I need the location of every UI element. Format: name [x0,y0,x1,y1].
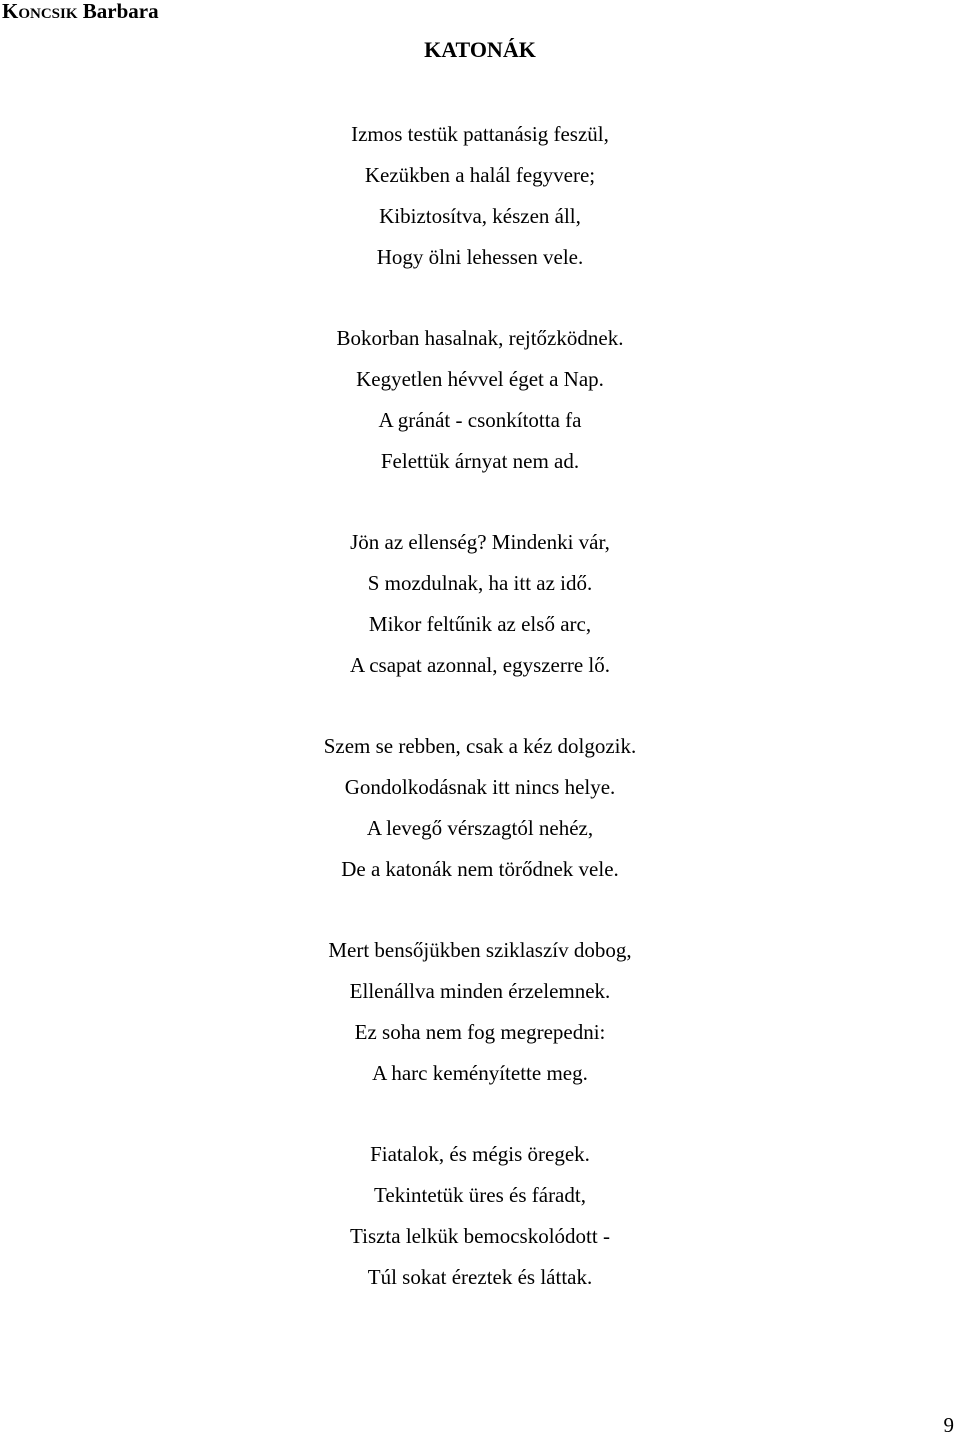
author-header [2,0,159,22]
page-number: 9 [943,1413,954,1437]
stanza-1 [0,114,960,278]
stanza-4 [0,726,960,890]
poem-line: A csapat azonnal, egyszerre lő. [349,653,611,677]
poem-line: A harc keményítette meg. [372,1061,588,1085]
poem-line: De a katonák nem törődnek vele. [341,857,619,881]
stanza-5 [0,930,960,1094]
poem-line: Hogy ölni lehessen vele. [376,245,584,269]
poem-line: Jön az ellenség? Mindenki vár, [350,530,610,554]
poem-body [0,114,960,1338]
author-given-name: Barbara [82,0,159,23]
poem-line: Izmos testük pattanásig feszül, [351,122,609,146]
poem-line: Szem se rebben, csak a kéz dolgozik. [323,734,637,758]
author-surname: Koncsik [2,0,78,23]
poem-line: Tekintetük üres és fáradt, [374,1183,586,1207]
poem-line: Ez soha nem fog megrepedni: [354,1020,606,1044]
poem-line: Túl sokat éreztek és láttak. [367,1265,593,1289]
stanza-2 [0,318,960,482]
poem-line: S mozdulnak, ha itt az idő. [367,571,593,595]
poem-line: Mert bensőjükben sziklaszív dobog, [328,938,632,962]
poem-line: Kibiztosítva, készen áll, [379,204,581,228]
poem-line: Fiatalok, és mégis öregek. [370,1142,590,1166]
poem-line: Tiszta lelkük bemocskolódott - [350,1224,610,1248]
poem-line: Mikor feltűnik az első arc, [368,612,592,636]
poem-line: Kezükben a halál fegyvere; [364,163,596,187]
poem-line: Gondolkodásnak itt nincs helye. [344,775,616,799]
poem-line: A gránát - csonkította fa [378,408,582,432]
poem-line: A levegő vérszagtól nehéz, [366,816,594,840]
poem-line: Felettük árnyat nem ad. [380,449,580,473]
stanza-3 [0,522,960,686]
poem-title: KATONÁK [424,37,536,62]
poem-line: Bokorban hasalnak, rejtőzködnek. [336,326,624,350]
poem-line: Ellenállva minden érzelemnek. [349,979,611,1003]
poem-line: Kegyetlen hévvel éget a Nap. [356,367,604,391]
stanza-6 [0,1134,960,1298]
